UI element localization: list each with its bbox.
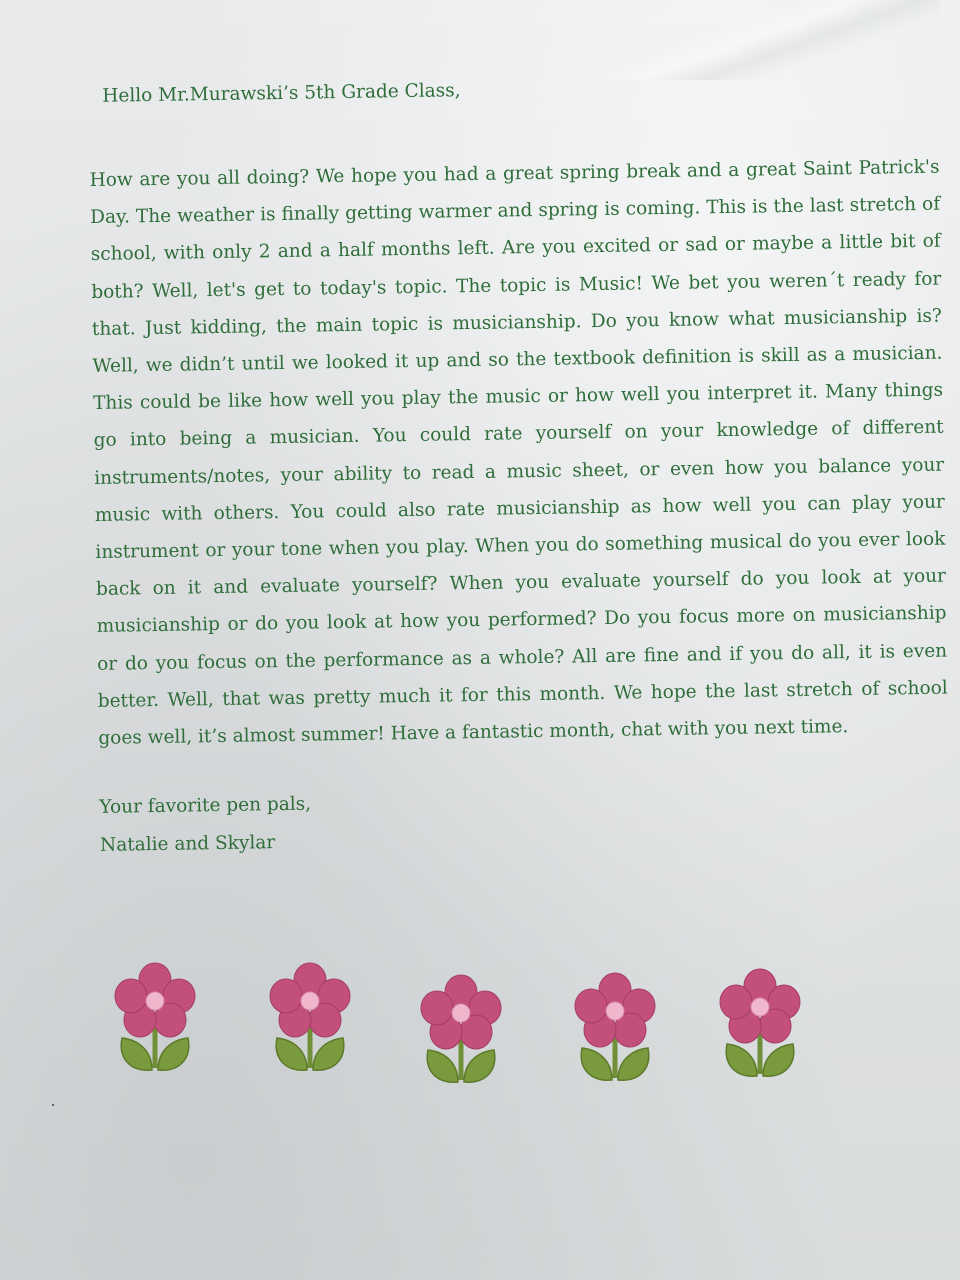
flower-row	[110, 960, 810, 1095]
letter-body: How are you all doing? We hope you had a great spring break and a great Saint Patrick's Day. The weather is finally getting warmer and spring is coming. This is the last stretch of school, with only 2 and a half months left. Are you excited or sad or maybe a little bit of both? Well, let's get to today's topic. The topic is Music! We bet you weren´t ready for that. Just kidding, the main topic is musicianship. Do you know what musicianship is? Well, we didn’t until we looked it up and so the textbook definition is skill as a musician. This could be like how well you play the music or how well you interpret it. Many things go into being a musician. You could rate yourself on your knowledge of different instruments/notes, your ability to read a music sheet, or even how you balance your music with others. You could also rate musicianship as how well you can play your instrument or your tone when you play. When you do something musical do you ever look back on it and evaluate yourself? When you evaluate yourself do you look at your musicianship or do you look at how you performed? Do you focus more on musicianship or do you focus on the performance as a whole? All are fine and if you do all, it is even better. Well, that was pretty much it for this month. We hope the last stretch of school goes well, it’s almost summer! Have a fantastic month, chat with you next time.	[89, 156, 948, 749]
pink-flower-icon	[416, 972, 506, 1102]
pink-flower-icon	[715, 966, 805, 1096]
letter-sign-off: Your favorite pen pals,	[99, 793, 312, 819]
pink-flower-icon	[265, 960, 355, 1090]
letter-text-block	[88, 65, 950, 866]
letter-greeting: Hello Mr.Murawski’s 5th Grade Class,	[102, 80, 461, 107]
paper-speck	[52, 1104, 54, 1106]
pink-flower-icon	[110, 960, 200, 1090]
pink-flower-icon	[570, 970, 660, 1100]
letter-signature: Natalie and Skylar	[99, 832, 276, 857]
